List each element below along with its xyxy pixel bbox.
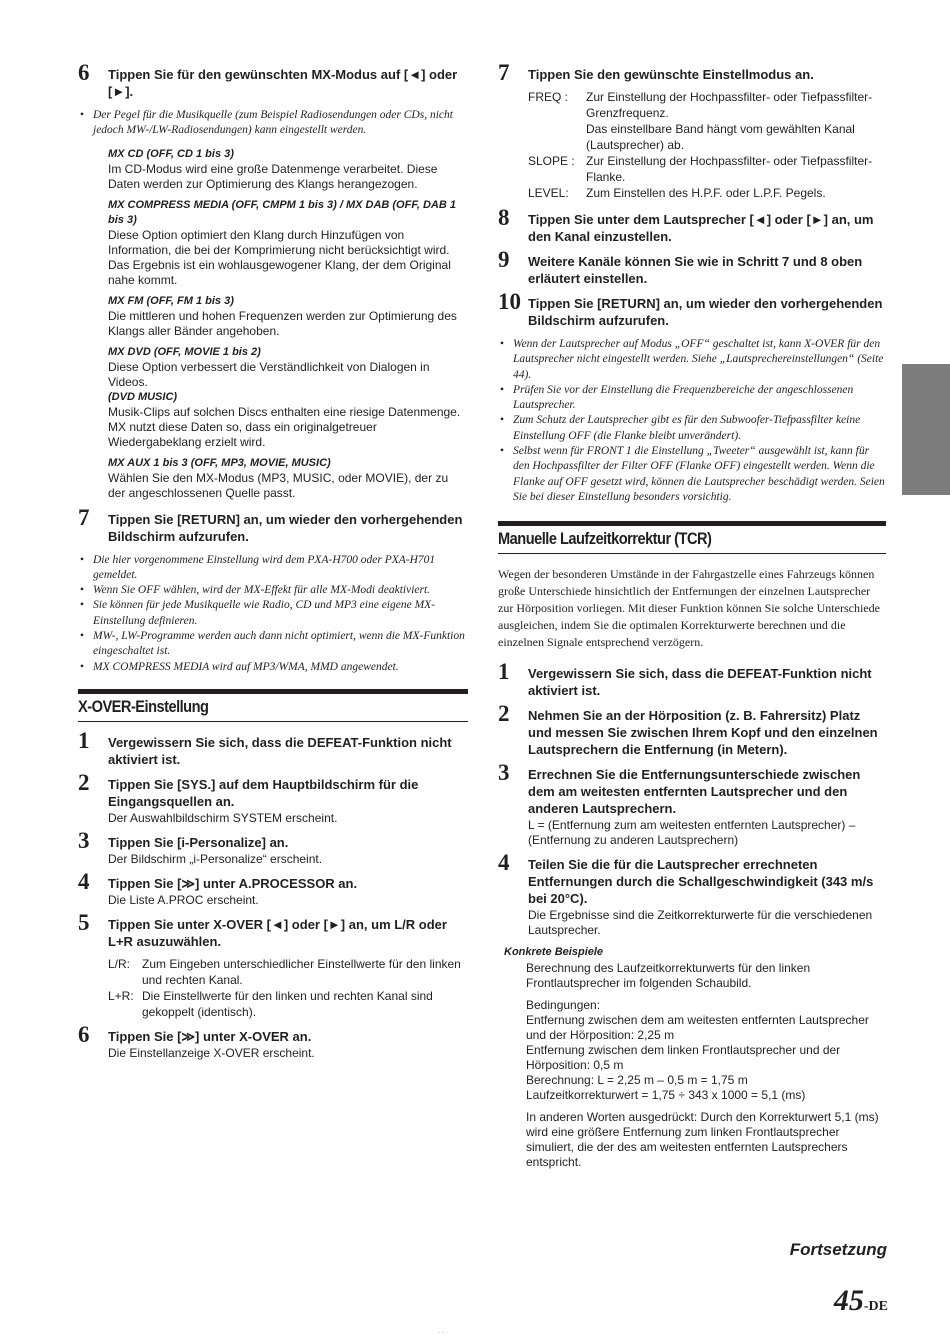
mx-notes	[78, 553, 468, 675]
step-number: 1	[498, 659, 510, 685]
note-item: • Die hier vorgenommene Einstellung wird dem PXA-H700 oder PXA-H701 gemeldet.	[78, 553, 468, 584]
example-line: Laufzeitkorrekturwert = 1,75 ÷ 343 x 1000 = 5,1 (ms)	[526, 1088, 806, 1103]
mx-step-6	[78, 60, 468, 100]
step-text: Tippen Sie [i-Personalize] an.	[108, 834, 289, 850]
xover-step-10	[498, 289, 886, 329]
step-number: 2	[78, 769, 90, 795]
chapter-tab	[902, 364, 950, 495]
option-lr	[108, 956, 468, 988]
xover-step-9	[498, 247, 886, 287]
mx-mode-subtext: Musik-Clips auf solchen Discs enthalten eine riesige Datenmenge. MX nutzt diese Daten so, dass ein originalgetreuer Wiedergabeklang erzielt wird.	[108, 404, 461, 449]
step-text: Tippen Sie den gewünschte Einstellmodus an.	[528, 67, 814, 82]
mode-key: SLOPE :	[528, 154, 575, 168]
step-text: Tippen Sie unter dem Lautsprecher [◄] oder [►] an, um den Kanal einzustellen.	[528, 212, 874, 244]
option-value: Die Einstellwerte für den linken und rechten Kanal sind gekoppelt (identisch).	[142, 988, 433, 1019]
option-key: L+R:	[108, 988, 134, 1003]
step-number: 6	[78, 1021, 90, 1047]
footer-dots: . .	[438, 1328, 444, 1335]
option-l-plus-r	[108, 988, 468, 1020]
note-item: • Wenn der Lautsprecher auf Modus „OFF“ geschaltet ist, kann X-OVER für den Lautsprecher nicht eingestellt werden. Siehe „Lautsprechereinstellungen“ (Seite 44).	[498, 337, 886, 383]
step-number: 4	[498, 850, 510, 876]
channel-options	[108, 956, 468, 1020]
section-title: Manuelle Laufzeitkorrektur (TCR)	[498, 529, 712, 549]
step-number: 4	[78, 868, 90, 894]
option-value: Zum Eingeben unterschiedlicher Einstellwerte für den linken und rechten Kanal.	[142, 956, 461, 987]
mx-mode-heading: MX FM (OFF, FM 1 bis 3)	[108, 294, 234, 307]
section-header-xover	[78, 689, 468, 722]
mode-freq	[528, 89, 886, 153]
step-number: 10	[498, 289, 521, 314]
mx-mode-heading: MX COMPRESS MEDIA (OFF, CMPM 1 bis 3) / MX DAB (OFF, DAB 1 bis 3)	[108, 198, 456, 226]
xover-step-4	[78, 868, 468, 908]
page-number-value: 45	[833, 1284, 864, 1317]
section-intro: Wegen der besonderen Umstände in der Fahrgastzelle eines Fahrzeugs können große Unterschiede hinsichtlich der Entfernungen der einzelnen Lautsprecher zur Hörposition vorliegen. Mit dieser Funktion können Sie solche Unterschiede ausgleichen, indem Sie die optimalen Korrekturwerte berechnen und die einzelnen Signale entsprechend verzögern.	[498, 567, 880, 650]
example-conditions	[526, 998, 886, 1103]
step-number: 7	[78, 504, 90, 530]
mx-mode-heading: MX AUX 1 bis 3 (OFF, MP3, MOVIE, MUSIC)	[108, 456, 331, 469]
xover-step-1	[78, 727, 468, 768]
step-text: Teilen Sie die für die Lautsprecher errechneten Entfernungen durch die Schallgeschwindigkeit (343 m/s bei 20°C).	[528, 857, 874, 907]
example-intro: Berechnung des Laufzeitkorrekturwerts für den linken Frontlautsprecher im folgenden Schaubild.	[526, 961, 811, 991]
step-formula: L = (Entfernung zum am weitesten entfernten Lautsprecher) – (Entfernung zu anderen Lautsprechern)	[528, 818, 856, 848]
example-line: Berechnung: L = 2,25 m – 0,5 m = 1,75 m	[526, 1073, 748, 1088]
tcr-step-2	[498, 701, 886, 758]
step-number: 2	[498, 701, 510, 727]
step-result: Der Bildschirm „i-Personalize“ erscheint.	[108, 851, 323, 866]
step-text: Tippen Sie [RETURN] an, um wieder den vorhergehenden Bildschirm aufzurufen.	[528, 296, 883, 328]
xover-notes	[498, 337, 886, 505]
step-number: 1	[78, 727, 90, 753]
mode-value: Zur Einstellung der Hochpassfilter- oder Tiefpassfilter-Grenzfrequenz.	[586, 90, 873, 120]
step-text: Tippen Sie [RETURN] an, um wieder den vorhergehenden Bildschirm aufzurufen.	[108, 511, 463, 544]
mx-mode-heading: MX DVD (OFF, MOVIE 1 bis 2)	[108, 345, 261, 358]
xover-step-5	[78, 909, 468, 1020]
note-item: • Sie können für jede Musikquelle wie Radio, CD und MP3 eine eigene MX-Einstellung definieren.	[78, 598, 468, 629]
note-item: • Prüfen Sie vor der Einstellung die Frequenzbereiche der angeschlossenen Lautsprecher.	[498, 383, 886, 414]
step-number: 3	[78, 827, 90, 853]
example-outro: In anderen Worten ausgedrückt: Durch den Korrekturwert 5,1 (ms) wird eine größere Entfernung zum linken Frontlautsprecher simuliert, die der des am weitesten entfernten Lautsprechers entspricht.	[526, 1110, 879, 1170]
step-text: Tippen Sie [≫] unter X-OVER an.	[108, 1028, 312, 1044]
xover-step-8	[498, 205, 886, 245]
step-result: Die Einstellanzeige X-OVER erscheint.	[108, 1045, 315, 1060]
mode-value: Zum Einstellen des H.P.F. oder L.P.F. Pegels.	[586, 186, 826, 200]
mx-mode-dvd	[78, 345, 468, 450]
step-text: Tippen Sie unter X-OVER [◄] oder [►] an, um L/R oder L+R asuzuwählen.	[108, 916, 447, 949]
mx-mode-subheading: (DVD MUSIC)	[108, 390, 178, 403]
xover-step-3	[78, 827, 468, 867]
step-text: Nehmen Sie an der Hörposition (z. B. Fahrersitz) Platz und messen Sie zwischen Ihrem Kopf und den einzelnen Lautsprechern die Entfernung (in Metern).	[528, 708, 878, 758]
xover-step-6	[78, 1021, 468, 1061]
step-number: 3	[498, 760, 510, 786]
mx-mode-aux	[78, 456, 468, 501]
page-number	[740, 1284, 888, 1318]
step-text: Tippen Sie [SYS.] auf dem Hauptbildschirm für die Eingangsquellen an.	[108, 776, 419, 809]
page-language-suffix: -DE	[863, 1299, 888, 1314]
section-title: X-OVER-Einstellung	[78, 696, 209, 716]
right-column	[498, 60, 886, 1177]
step-number: 5	[78, 909, 90, 935]
example-line: Bedingungen:	[526, 998, 601, 1013]
step-text: Vergewissern Sie sich, dass die DEFEAT-Funktion nicht aktiviert ist.	[108, 734, 452, 767]
note-item: • MW-, LW-Programme werden auch dann nicht optimiert, wenn die MX-Funktion eingeschaltet ist.	[78, 629, 468, 660]
setting-modes	[528, 89, 886, 201]
example-line: Entfernung zwischen dem am weitesten entfernten Lautsprecher und der Hörposition: 2,25 m	[526, 1013, 869, 1043]
step-number: 9	[498, 247, 510, 272]
note-item: • Wenn Sie OFF wählen, wird der MX-Effekt für alle MX-Modi deaktiviert.	[78, 583, 468, 598]
mx-level-note	[78, 108, 468, 139]
step-number: 6	[78, 60, 90, 85]
mode-key: FREQ :	[528, 90, 569, 104]
xover-step-2	[78, 769, 468, 826]
step-text: Vergewissern Sie sich, dass die DEFEAT-Funktion nicht aktiviert ist.	[528, 666, 872, 699]
mode-slope	[528, 153, 886, 185]
mx-mode-text: Diese Option verbessert die Verständlichkeit von Dialogen in Videos.	[108, 359, 430, 389]
mx-mode-text: Im CD-Modus wird eine große Datenmenge verarbeitet. Diese Daten werden zur Optimierung des Klangs herangezogen.	[108, 161, 438, 191]
mode-value-extra: Das einstellbare Band hängt vom gewählten Kanal (Lautsprecher) ab.	[586, 122, 855, 152]
left-column	[78, 60, 468, 1069]
tcr-step-3	[498, 760, 886, 848]
step-number: 7	[498, 60, 510, 85]
mx-mode-fm	[78, 294, 468, 339]
mode-key: LEVEL:	[528, 186, 569, 200]
mode-level	[528, 185, 886, 201]
section-header-tcr	[498, 521, 886, 554]
step-number: 8	[498, 205, 510, 230]
note-item: • Zum Schutz der Lautsprecher gibt es für den Subwoofer-Tiefpassfilter keine Einstellung OFF (die Flanke bleibt unverändert).	[498, 413, 886, 444]
mx-mode-text: Wählen Sie den MX-Modus (MP3, MUSIC, oder MOVIE), der zu der angeschlossenen Quelle passt.	[108, 470, 449, 500]
step-text: Errechnen Sie die Entfernungsunterschiede zwischen dem am weitesten entfernten Lautsprecher und den anderen Lautsprechern.	[528, 767, 861, 817]
example-block	[498, 961, 886, 1170]
option-key: L/R:	[108, 956, 131, 971]
step-result: Die Ergebnisse sind die Zeitkorrekturwerte für die verschiedenen Lautsprecher.	[528, 908, 873, 938]
mx-mode-cd	[78, 147, 468, 192]
mode-value: Zur Einstellung der Hochpassfilter- oder Tiefpassfilter-Flanke.	[586, 154, 873, 184]
mx-step-7	[78, 504, 468, 545]
mx-mode-text: Die mittleren und hohen Frequenzen werden zur Optimierung des Klangs aller Bänder angehoben.	[108, 308, 457, 338]
step-result: Der Auswahlbildschirm SYSTEM erscheint.	[108, 810, 338, 825]
note-item: • Der Pegel für die Musikquelle (zum Beispiel Radiosendungen oder CDs, nicht jedoch MW-/LW-Radiosendungen) kann eingestellt werden.	[78, 108, 468, 139]
step-result: Die Liste A.PROC erscheint.	[108, 892, 259, 907]
mx-mode-text: Diese Option optimiert den Klang durch Hinzufügen von Information, die bei der Komprimierung nicht berücksichtigt wird. Das Ergebnis ist ein wohlausgewogener Klang, der dem Original nahe kommt.	[108, 227, 451, 287]
mx-mode-heading: MX CD (OFF, CD 1 bis 3)	[108, 147, 234, 160]
example-line: Entfernung zwischen dem linken Frontlautsprecher und der Hörposition: 0,5 m	[526, 1043, 841, 1073]
step-text: Tippen Sie für den gewünschten MX-Modus auf [◄] oder [►].	[108, 67, 458, 99]
step-text: Tippen Sie [≫] unter A.PROCESSOR an.	[108, 875, 358, 891]
tcr-step-4	[498, 850, 886, 938]
continued-label: Fortsetzung	[789, 1240, 887, 1259]
step-text: Weitere Kanäle können Sie wie in Schritt 7 und 8 oben erläutert einstellen.	[528, 254, 863, 286]
note-item: • MX COMPRESS MEDIA wird auf MP3/WMA, MMD angewendet.	[78, 660, 468, 675]
note-item: • Selbst wenn für FRONT 1 die Einstellung „Tweeter“ ausgewählt ist, kann für den Hochpassfilter der Filter OFF (Flanke OFF) eingestellt werden. Wenn die Flanke auf OFF gesetzt wird, können die Lautsprecher beschädigt werden. Seien Sie bei dieser Einstellung besonders vorsichtig.	[498, 444, 886, 505]
mx-mode-compress	[78, 198, 468, 288]
xover-step-7	[498, 60, 886, 201]
example-heading: Konkrete Beispiele	[504, 946, 604, 959]
tcr-step-1	[498, 659, 886, 699]
